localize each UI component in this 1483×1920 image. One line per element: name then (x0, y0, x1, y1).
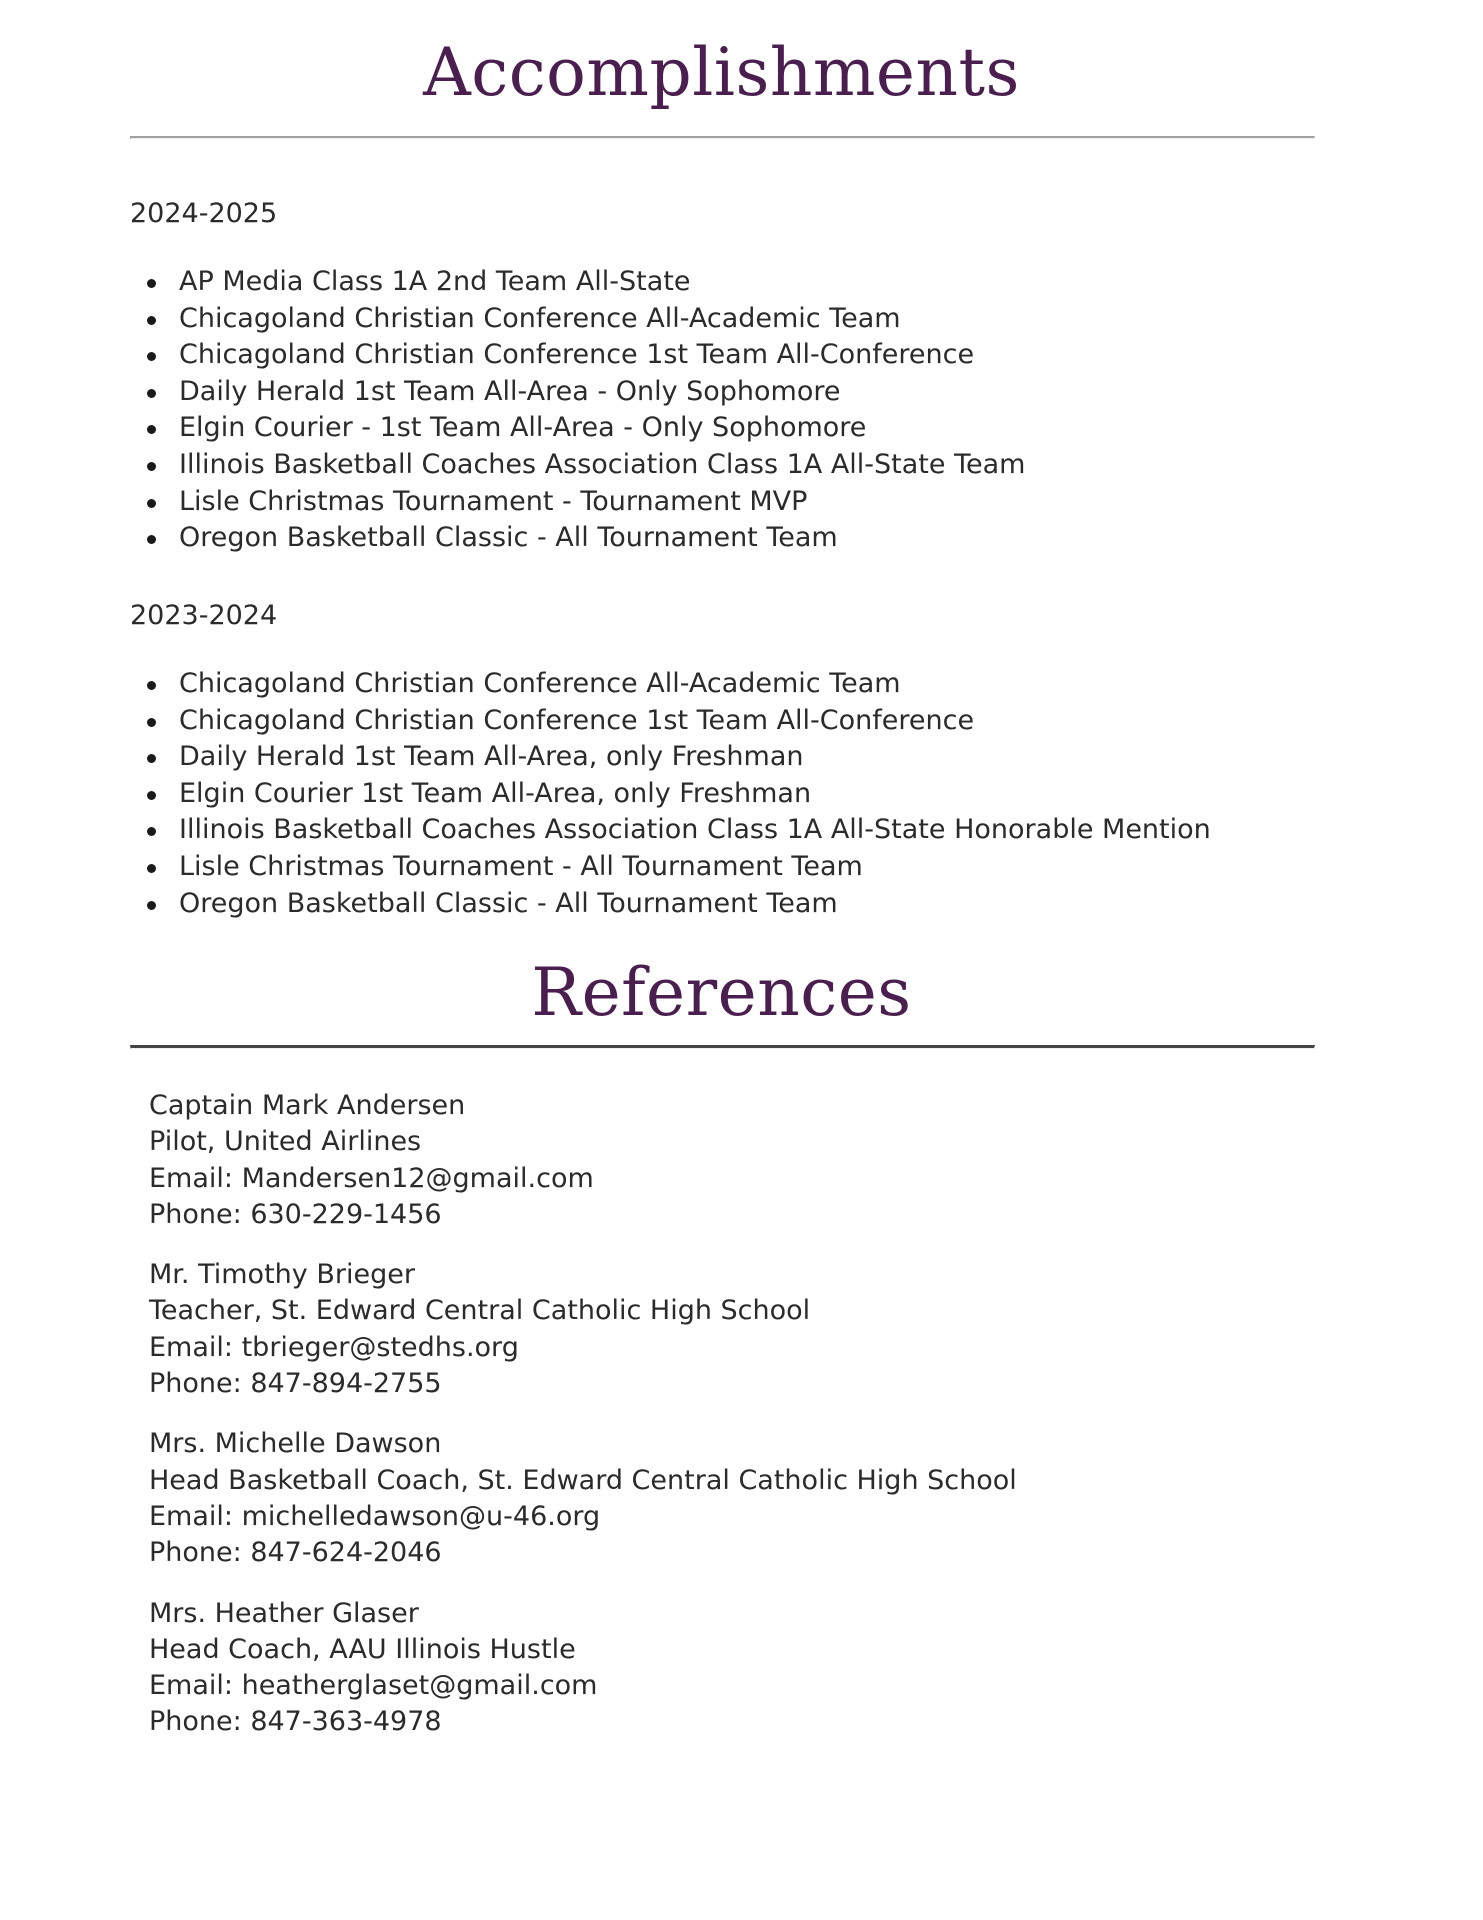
award-item (130, 520, 1025, 557)
reference-email: Email: tbrieger@stedhs.org (149, 1331, 519, 1363)
award-text: Lisle Christmas Tournament - All Tournament Team (179, 850, 863, 882)
bullet-icon (147, 316, 156, 325)
reference-entry (149, 1426, 1017, 1571)
award-item (130, 739, 1211, 776)
bullet-icon (147, 499, 156, 508)
bullet-icon (147, 425, 156, 434)
award-item (130, 703, 1211, 740)
reference-position: Pilot, United Airlines (149, 1126, 422, 1158)
reference-name: Mrs. Michelle Dawson (149, 1428, 442, 1460)
award-text: AP Media Class 1A 2nd Team All-State (179, 266, 691, 297)
references-heading: References (531, 954, 912, 1031)
references-divider (130, 1045, 1315, 1049)
season-year: 2024-2025 (130, 198, 278, 229)
bullet-icon (147, 535, 156, 544)
accomplishments-divider (130, 136, 1315, 139)
references-list (149, 1088, 1017, 1765)
award-item (130, 410, 1025, 447)
bullet-icon (147, 718, 156, 727)
award-list-2024-2025 (130, 264, 1025, 557)
award-text: Chicagoland Christian Conference 1st Team All-Conference (179, 339, 975, 371)
award-text: Chicagoland Christian Conference All-Academic Team (179, 302, 901, 334)
award-item (130, 484, 1025, 521)
reference-phone: Phone: 847-363-4978 (149, 1706, 442, 1738)
award-list-2023-2024 (130, 666, 1211, 922)
reference-entry (149, 1596, 1017, 1741)
award-text: Illinois Basketball Coaches Association Class 1A All-State Honorable Mention (179, 814, 1211, 846)
award-text: Oregon Basketball Classic - All Tournament Team (179, 522, 838, 554)
award-item (130, 812, 1211, 849)
bullet-icon (147, 901, 156, 910)
reference-position: Teacher, St. Edward Central Catholic High School (149, 1295, 811, 1327)
reference-position: Head Basketball Coach, St. Edward Central Catholic High School (149, 1464, 1017, 1496)
bullet-icon (147, 754, 156, 763)
bullet-icon (147, 791, 156, 800)
award-item (130, 666, 1211, 703)
reference-name: Mr. Timothy Brieger (149, 1259, 415, 1291)
bullet-icon (147, 864, 156, 873)
bullet-icon (147, 681, 156, 690)
award-item (130, 337, 1025, 374)
reference-entry (149, 1088, 1017, 1233)
bullet-icon (147, 389, 156, 398)
award-text: Daily Herald 1st Team All-Area - Only Sophomore (179, 375, 841, 407)
reference-phone: Phone: 847-624-2046 (149, 1537, 442, 1569)
award-text: Illinois Basketball Coaches Association Class 1A All-State Team (179, 448, 1026, 480)
bullet-icon (147, 462, 156, 471)
award-text: Elgin Courier - 1st Team All-Area - Only Sophomore (179, 412, 867, 444)
reference-email: Email: Mandersen12@gmail.com (149, 1162, 594, 1194)
reference-email: Email: heatherglaset@gmail.com (149, 1670, 598, 1702)
award-item (130, 301, 1025, 338)
award-text: Chicagoland Christian Conference All-Academic Team (179, 668, 901, 699)
award-item (130, 849, 1211, 886)
reference-position: Head Coach, AAU Illinois Hustle (149, 1633, 576, 1665)
award-text: Daily Herald 1st Team All-Area, only Freshman (179, 741, 804, 773)
reference-phone: Phone: 847-894-2755 (149, 1368, 442, 1400)
season-year: 2023-2024 (130, 600, 278, 631)
reference-name: Captain Mark Andersen (149, 1090, 466, 1121)
bullet-icon (147, 279, 156, 288)
award-text: Elgin Courier 1st Team All-Area, only Freshman (179, 777, 812, 809)
accomplishments-heading: Accomplishments (423, 34, 1020, 111)
reference-phone: Phone: 630-229-1456 (149, 1198, 442, 1230)
reference-entry (149, 1257, 1017, 1402)
reference-email: Email: michelledawson@u-46.org (149, 1500, 601, 1532)
award-text: Lisle Christmas Tournament - Tournament MVP (179, 485, 808, 517)
bullet-icon (147, 352, 156, 361)
reference-name: Mrs. Heather Glaser (149, 1597, 419, 1629)
award-item (130, 374, 1025, 411)
award-text: Chicagoland Christian Conference 1st Team All-Conference (179, 704, 975, 736)
award-text: Oregon Basketball Classic - All Tournament Team (179, 887, 838, 919)
award-item (130, 264, 1025, 301)
award-item (130, 886, 1211, 923)
award-item (130, 776, 1211, 813)
award-item (130, 447, 1025, 484)
bullet-icon (147, 827, 156, 836)
